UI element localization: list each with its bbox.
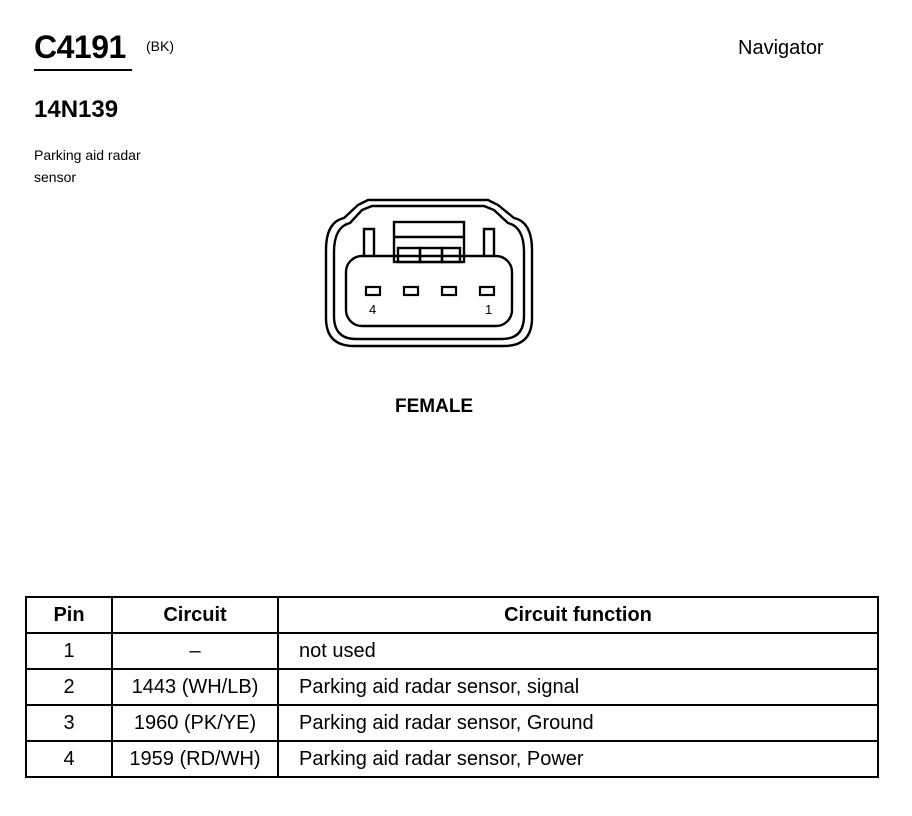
pin-label-right: 1: [485, 302, 493, 317]
cell-circuit: 1960 (PK/YE): [112, 705, 278, 741]
table-row: [26, 669, 878, 705]
cell-circuit-function: not used: [278, 633, 878, 669]
pin-terminal-3: [404, 287, 418, 295]
pin-terminal-4: [366, 287, 380, 295]
vehicle-name: Navigator: [738, 37, 824, 59]
cell-circuit-function: Parking aid radar sensor, signal: [278, 669, 878, 705]
cell-pin: 1: [26, 633, 112, 669]
cell-pin: 2: [26, 669, 112, 705]
cell-pin: 3: [26, 705, 112, 741]
pin-terminal-1: [480, 287, 494, 295]
connector-face-diagram: [318, 196, 540, 352]
connector-id-underline: [34, 69, 132, 71]
pin-terminal-2: [442, 287, 456, 295]
pin-label-left: 4: [369, 302, 377, 317]
connector-color: (BK): [146, 38, 174, 54]
connector-id: C4191: [34, 29, 126, 65]
cell-circuit: 1959 (RD/WH): [112, 741, 278, 777]
cell-pin: 4: [26, 741, 112, 777]
table-row: [26, 741, 878, 777]
connector-housing-inner: [334, 206, 524, 339]
table-row: [26, 705, 878, 741]
header-circuit: Circuit: [112, 597, 278, 633]
component-description: Parking aid radar sensor: [34, 147, 141, 185]
latch-rail-left: [364, 229, 374, 256]
header-circuit-function: Circuit function: [278, 597, 878, 633]
cell-circuit-function: Parking aid radar sensor, Power: [278, 741, 878, 777]
table-row: [26, 633, 878, 669]
cell-circuit-function: Parking aid radar sensor, Ground: [278, 705, 878, 741]
pin-table: [25, 596, 879, 778]
cell-circuit: –: [112, 633, 278, 669]
pin-table-header-row: [26, 597, 878, 633]
part-number: 14N139: [34, 96, 119, 123]
header-pin: Pin: [26, 597, 112, 633]
cell-circuit: 1443 (WH/LB): [112, 669, 278, 705]
latch-rail-right: [484, 229, 494, 256]
connector-gender-label: FEMALE: [395, 396, 474, 417]
